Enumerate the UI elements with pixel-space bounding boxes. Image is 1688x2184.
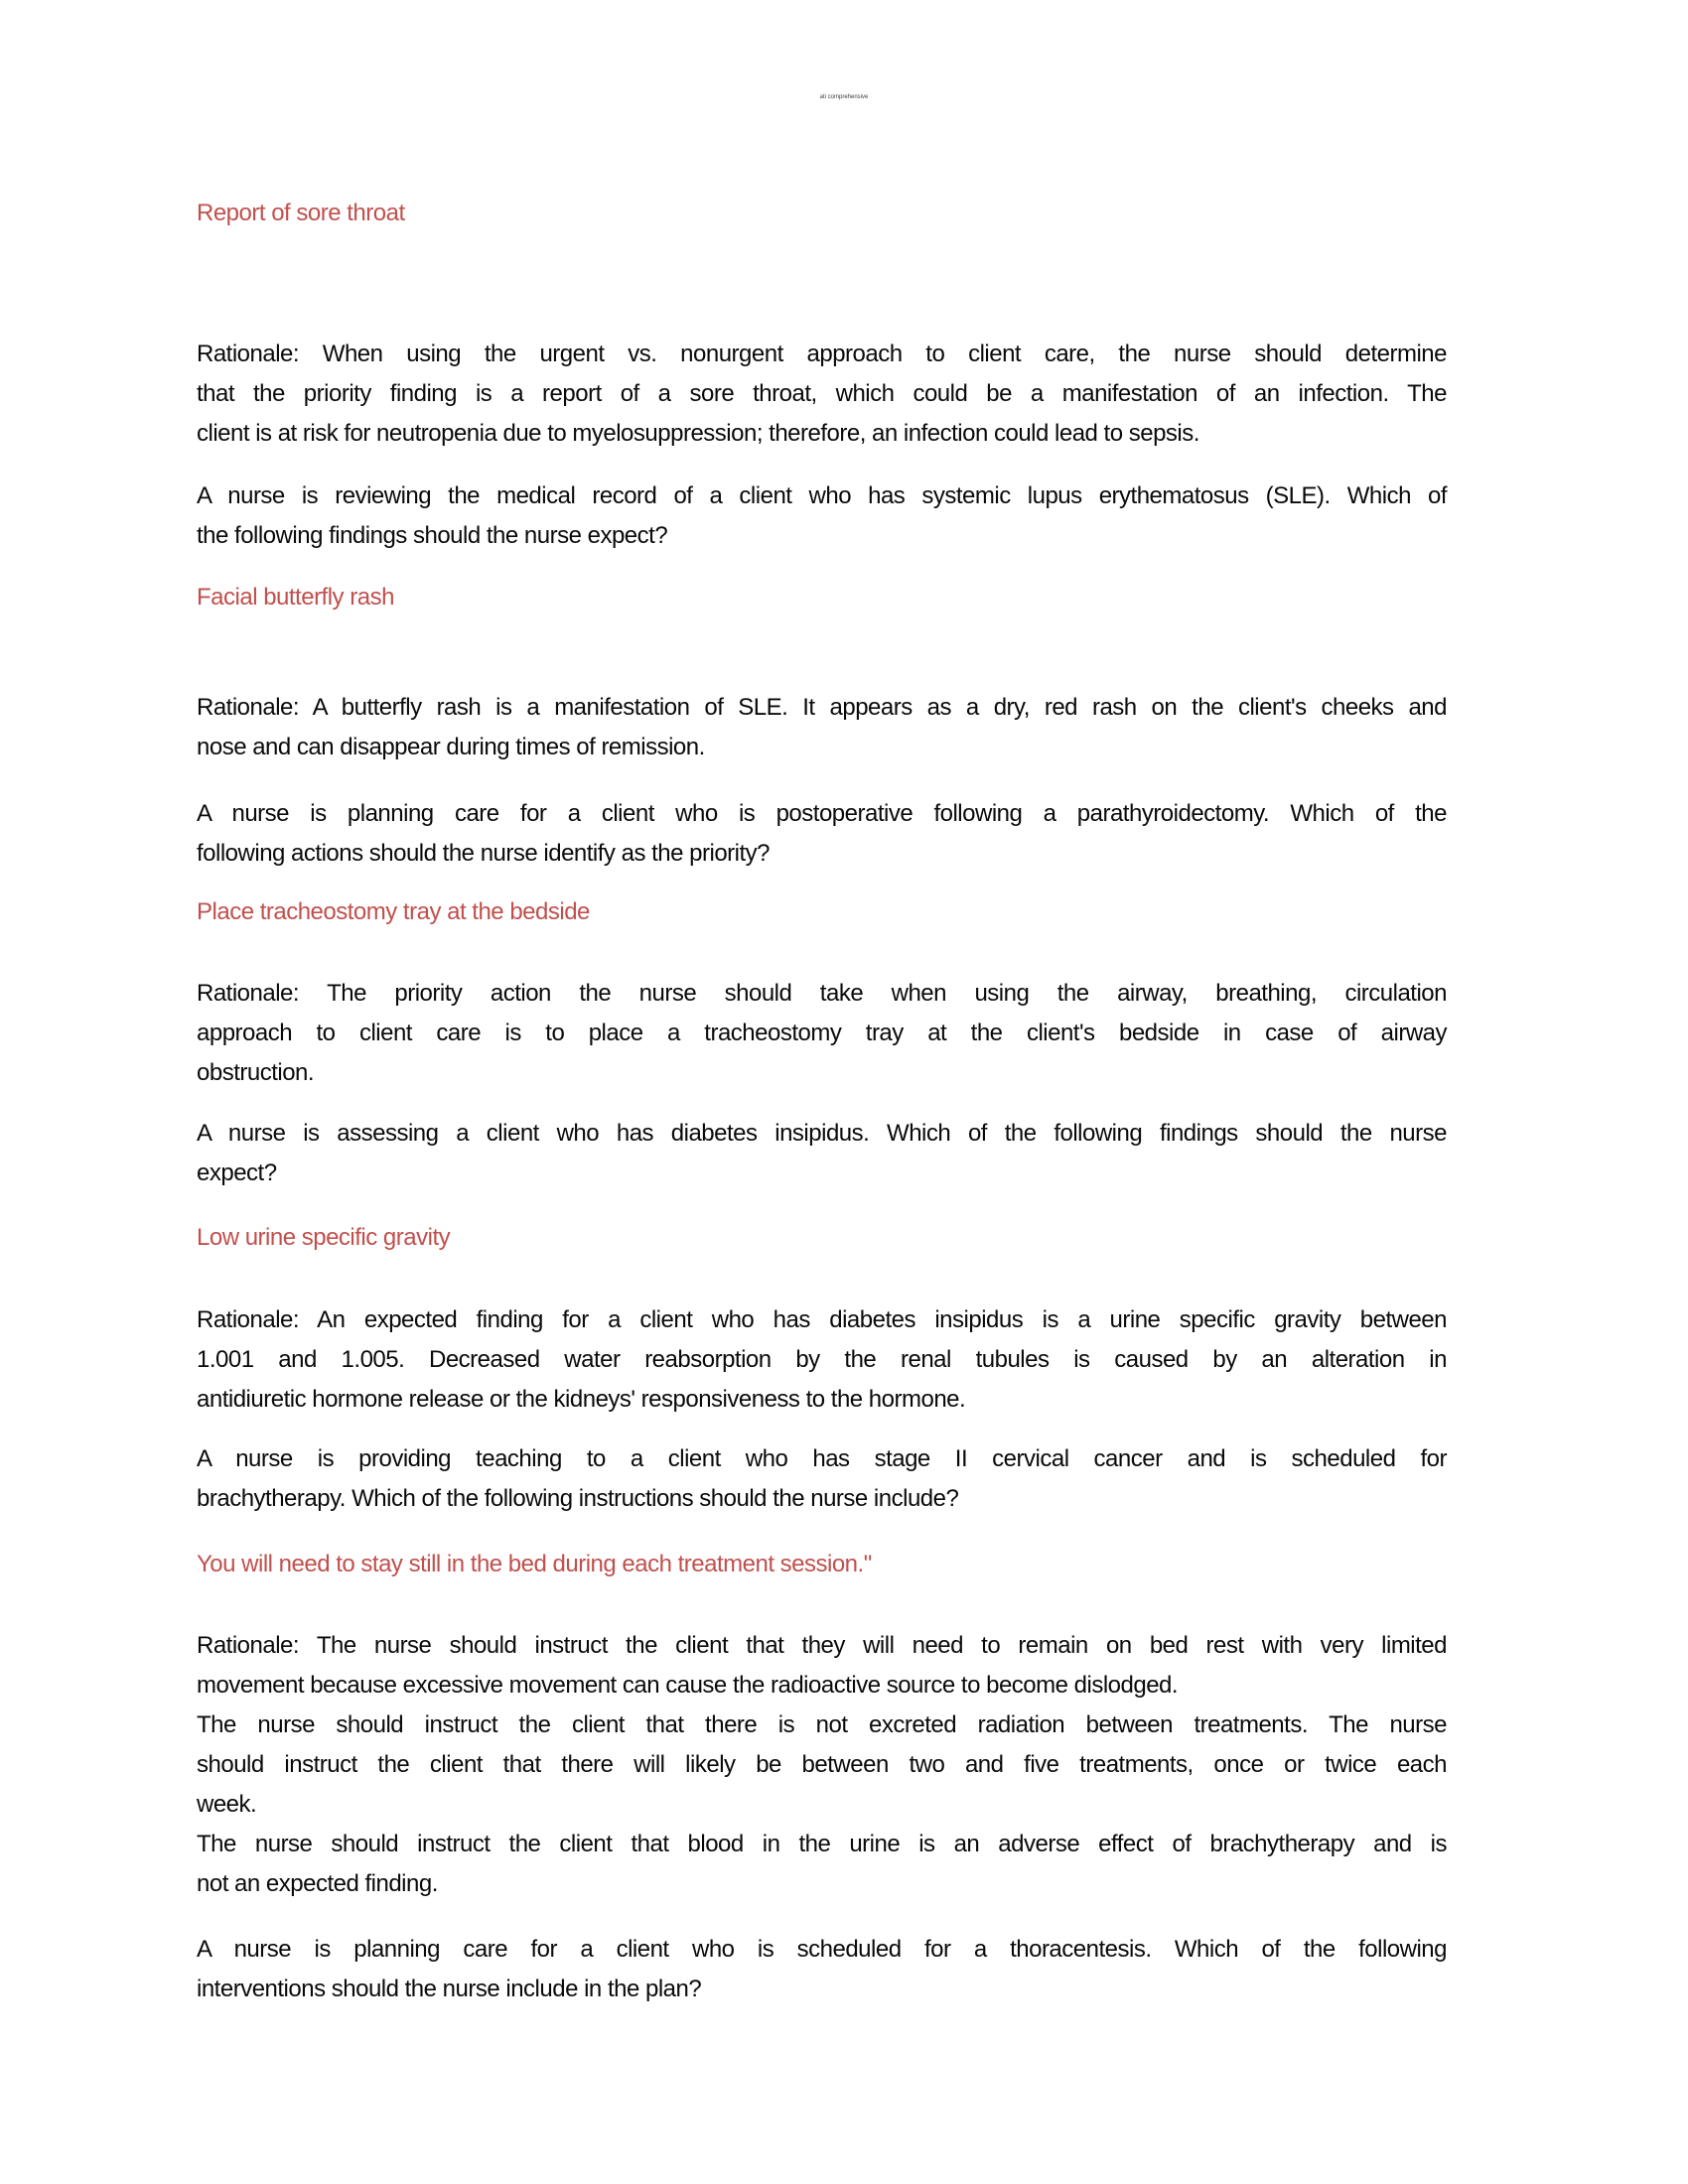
text-line: Rationale: An expected finding for a client who has diabetes insipidus is a urine specific gravity between	[197, 1306, 1447, 1333]
text-line: following actions should the nurse identify as the priority?	[197, 840, 771, 867]
text-line: brachytherapy. Which of the following instructions should the nurse include?	[197, 1485, 959, 1512]
text-line: 1.001 and 1.005. Decreased water reabsorption by the renal tubules is caused by an alteration in	[197, 1346, 1447, 1373]
question-paragraph	[197, 794, 1447, 874]
answer-heading	[197, 578, 1447, 617]
rationale-paragraph	[197, 974, 1447, 1093]
text-line: Rationale: A butterfly rash is a manifestation of SLE. It appears as a dry, red rash on the client's cheeks and	[197, 694, 1447, 721]
text-line: A nurse is reviewing the medical record of a client who has systemic lupus erythematosus (SLE). Which of	[197, 482, 1447, 509]
text-line: You will need to stay still in the bed during each treatment session."	[197, 1551, 872, 1577]
text-line: Rationale: The nurse should instruct the client that they will need to remain on bed rest with very limited	[197, 1632, 1447, 1659]
text-line: expect?	[197, 1160, 277, 1186]
text-line: week.	[197, 1791, 257, 1818]
text-line: Report of sore throat	[197, 200, 405, 226]
answer-heading	[197, 1218, 1447, 1258]
text-line: A nurse is assessing a client who has diabetes insipidus. Which of the following findings should the nurse	[197, 1120, 1447, 1147]
rationale-paragraph	[197, 335, 1447, 454]
question-paragraph	[197, 1114, 1447, 1193]
text-line: approach to client care is to place a tracheostomy tray at the client's bedside in case of airway	[197, 1020, 1447, 1046]
text-line: that the priority finding is a report of a sore throat, which could be a manifestation of an infection. The	[197, 380, 1447, 407]
text-line: Rationale: When using the urgent vs. nonurgent approach to client care, the nurse should determine	[197, 341, 1447, 367]
rationale-paragraph	[197, 1626, 1447, 1706]
text-line: Place tracheostomy tray at the bedside	[197, 898, 590, 925]
question-paragraph	[197, 1439, 1447, 1519]
text-line: Rationale: The priority action the nurse should take when using the airway, breathing, circulation	[197, 980, 1447, 1007]
text-line: The nurse should instruct the client that blood in the urine is an adverse effect of brachytherapy and is	[197, 1831, 1447, 1857]
text-line: A nurse is planning care for a client who is scheduled for a thoracentesis. Which of the following	[197, 1936, 1447, 1963]
text-line: movement because excessive movement can cause the radioactive source to become dislodged.	[197, 1672, 1179, 1699]
rationale-paragraph	[197, 1300, 1447, 1420]
answer-heading	[197, 892, 1447, 932]
text-line: antidiuretic hormone release or the kidneys' responsiveness to the hormone.	[197, 1386, 966, 1413]
text-line: Facial butterfly rash	[197, 584, 394, 611]
text-line: the following findings should the nurse expect?	[197, 522, 668, 549]
rationale-paragraph	[197, 688, 1447, 767]
text-line: obstruction.	[197, 1059, 315, 1086]
text-line: A nurse is providing teaching to a client who has stage II cervical cancer and is scheduled for	[197, 1445, 1447, 1472]
text-line: client is at risk for neutropenia due to myelosuppression; therefore, an infection could lead to sepsis.	[197, 420, 1199, 447]
question-paragraph	[197, 477, 1447, 556]
text-line: nose and can disappear during times of remission.	[197, 734, 705, 760]
text-line: A nurse is planning care for a client who is postoperative following a parathyroidectomy. Which of the	[197, 800, 1447, 827]
answer-heading	[197, 1545, 1447, 1584]
document-body	[197, 0, 1447, 2009]
tiny-header-text: ati comprehensive	[819, 94, 869, 100]
text-line: Low urine specific gravity	[197, 1224, 451, 1251]
rationale-paragraph	[197, 1706, 1447, 1825]
text-line: The nurse should instruct the client that there is not excreted radiation between treatments. The nurse	[197, 1711, 1447, 1738]
answer-heading	[197, 194, 1447, 233]
rationale-paragraph	[197, 1825, 1447, 1904]
question-paragraph	[197, 1930, 1447, 2009]
text-line: should instruct the client that there will likely be between two and five treatments, once or twice each	[197, 1751, 1447, 1778]
text-line: interventions should the nurse include in the plan?	[197, 1976, 702, 2002]
text-line: not an expected finding.	[197, 1870, 438, 1897]
